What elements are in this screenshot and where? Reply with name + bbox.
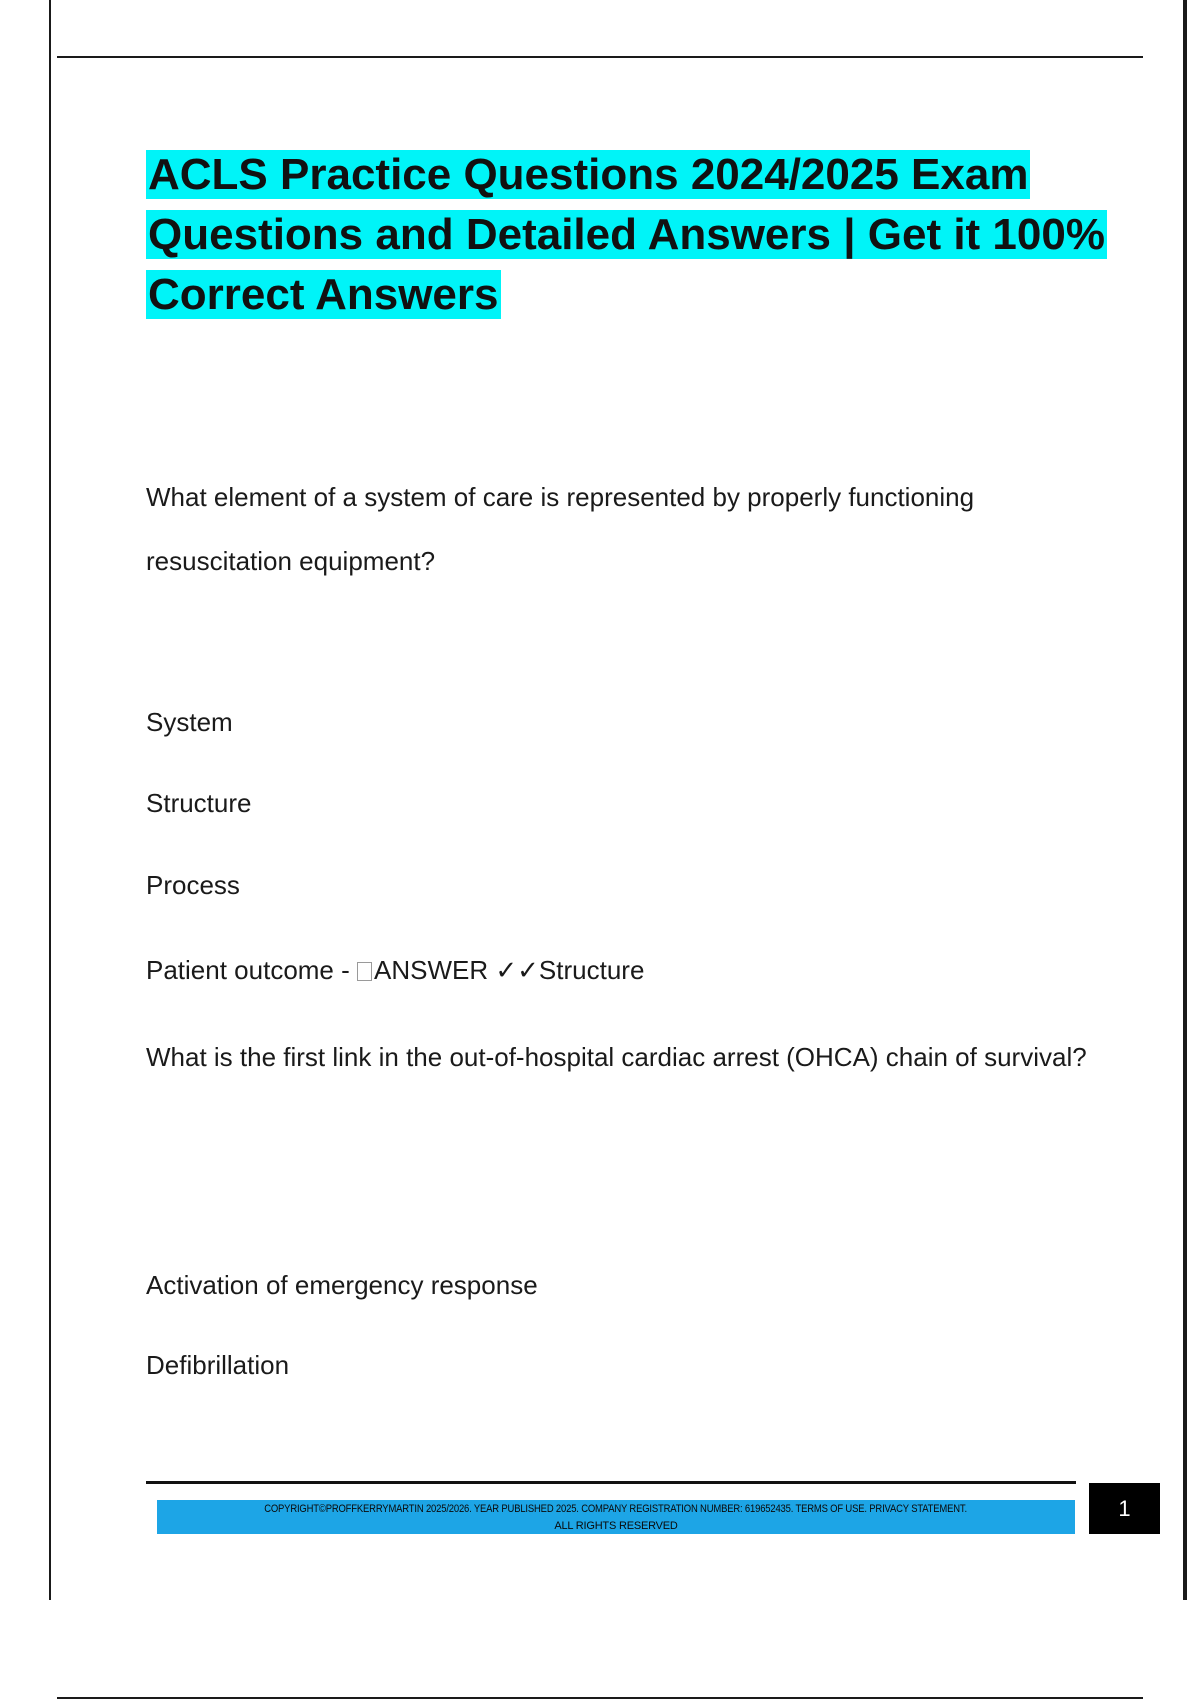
question-1-option-2: Structure	[146, 788, 252, 818]
question-1-option-3: Process	[146, 870, 240, 900]
footer-rule	[146, 1481, 1076, 1484]
next-page-rule	[57, 1697, 1143, 1699]
footer-copyright	[157, 1501, 1075, 1535]
question-2-text: What is the first link in the out-of-hospital cardiac arrest (OHCA) chain of survival?	[146, 1042, 1087, 1072]
question-2-option-1: Activation of emergency response	[146, 1270, 538, 1300]
question-1-option-4-label: Patient outcome -	[146, 955, 357, 985]
question-1-text: What element of a system of care is represented by properly functioning resuscitation equipment?	[146, 482, 975, 576]
placeholder-box-icon	[357, 962, 372, 981]
question-1-option-1: System	[146, 707, 233, 737]
page-border-right	[1183, 0, 1187, 1600]
question-1-answer: ANSWER ✓✓Structure	[374, 955, 645, 985]
title-highlight: ACLS Practice Questions 2024/2025 Exam Questions and Detailed Answers | Get it 100% Correct Answers	[148, 150, 1105, 319]
question-2-option-2: Defibrillation	[146, 1350, 290, 1380]
footer-copyright-line-2: ALL RIGHTS RESERVED	[554, 1520, 678, 1532]
header-rule	[57, 56, 1143, 58]
page-border-left	[49, 0, 51, 1600]
footer-copyright-line-1: COPYRIGHT©PROFFKERRYMARTIN 2025/2026. YEAR PUBLISHED 2025. COMPANY REGISTRATION NUMBER: 619652435. TERMS OF USE. PRIVACY STATEMENT.	[264, 1503, 968, 1515]
question-1-option-4	[146, 955, 644, 986]
page-number: 1	[1089, 1483, 1160, 1534]
document-title	[146, 145, 1106, 325]
